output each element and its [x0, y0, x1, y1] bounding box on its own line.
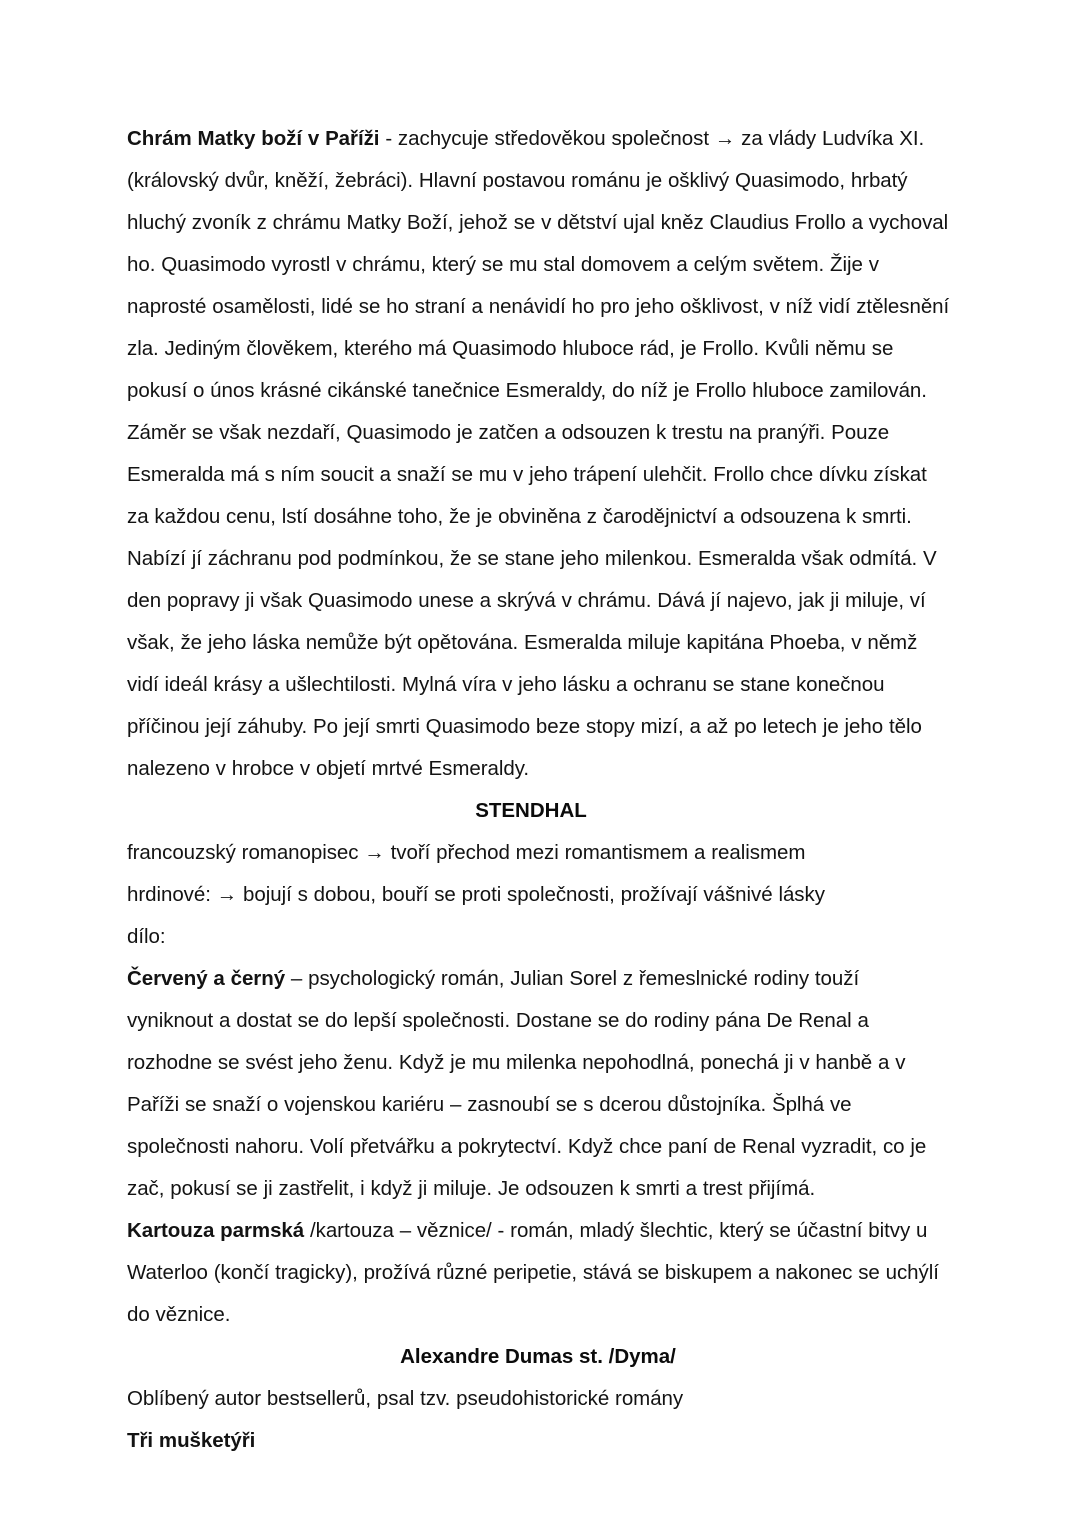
work-title-tri-musketyri-text: Tři mušketýři [127, 1429, 256, 1452]
dumas-line-1: Oblíbený autor bestsellerů, psal tzv. pseudohistorické romány [127, 1387, 684, 1410]
document-content [127, 118, 951, 1462]
heading-stendhal: STENDHAL [475, 799, 587, 822]
stendhal-line-2: hrdinové: → bojují s dobou, bouří se proti společnosti, prožívají vášnivé lásky [127, 883, 825, 906]
work-title-cerveny-a-cerny: Červený a černý [127, 967, 286, 990]
paragraph-cerveny-a-cerny-text: – psychologický román, Julian Sorel z řemeslnické rodiny touží vyniknout a dostat se do lepší společnosti. Dostane se do rodiny pána De Renal a rozhodne se svést jeho ženu. Když je mu milenka nepohodlná, ponechá ji v hanbě a v Paříži se snaží o vojenskou kariéru – zasnoubí se s dcerou důstojníka. Šplhá ve společnosti nahoru. Volí přetvářku a pokrytectví. Když chce paní de Renal vyzradit, co je zač, pokusí se ji zastřelit, i když ji miluje. Je odsouzen k smrti a trest přijímá. [127, 967, 927, 1200]
stendhal-line-1: francouzský romanopisec → tvoří přechod mezi romantismem a realismem [127, 841, 806, 864]
paragraph-cerveny-a-cerny [127, 958, 951, 1210]
stendhal-line-3-dilo: dílo: [127, 925, 166, 948]
paragraph-notre-dame [127, 118, 951, 790]
paragraph-notre-dame-text: - zachycuje středověkou společnost → za vlády Ludvíka XI. (královský dvůr, kněží, žebráci). Hlavní postavou románu je ošklivý Quasimodo, hrbatý hluchý zvoník z chrámu Matky Boží, jehož se v dětství ujal kněz Claudius Frollo a vychoval ho. Quasimodo vyrostl v chrámu, který se mu stal domovem a celým světem. Žije v naprosté osamělosti, lidé se ho straní a nenávidí ho pro jeho ošklivost, v níž vidí ztělesnění zla. Jediným člověkem, kterého má Quasimodo hluboce rád, je Frollo. Kvůli němu se pokusí o únos krásné cikánské tanečnice Esmeraldy, do níž je Frollo hluboce zamilován. Záměr se však nezdaří, Quasimodo je zatčen a odsouzen k trestu na pranýři. Pouze Esmeralda má s ním soucit a snaží se mu v jeho trápení ulehčit. Frollo chce dívku získat za každou cenu, lstí dosáhne toho, že je obviněna z čarodějnictví a odsouzena k smrti. Nabízí jí záchranu pod podmínkou, že se stane jeho milenkou. Esmeralda však odmítá. V den popravy ji však Quasimodo unese a skrývá v chrámu. Dává jí najevo, jak ji miluje, ví však, že jeho láska nemůže být opětována. Esmeralda miluje kapitána Phoeba, v němž vidí ideál krásy a ušlechtilosti. Mylná víra v jeho lásku a ochranu se stane konečnou příčinou její záhuby. Po její smrti Quasimodo beze stopy mizí, a až po letech je jeho tělo nalezeno v hrobce v objetí mrtvé Esmeraldy. [127, 127, 950, 780]
paragraph-kartouza-parmska-text: /kartouza – věznice/ - román, mladý šlechtic, který se účastní bitvy u Waterloo (končí tragicky), prožívá různé peripetie, stává se biskupem a nakonec se uchýlí do věznice. [127, 1219, 939, 1326]
paragraph-kartouza-parmska [127, 1210, 951, 1336]
work-title-tri-musketyri [127, 1420, 951, 1462]
work-title-notre-dame: Chrám Matky boží v Paříži [127, 127, 380, 150]
heading-dumas: Alexandre Dumas st. /Dyma/ [400, 1345, 676, 1368]
work-title-kartouza-parmska: Kartouza parmská [127, 1219, 305, 1242]
